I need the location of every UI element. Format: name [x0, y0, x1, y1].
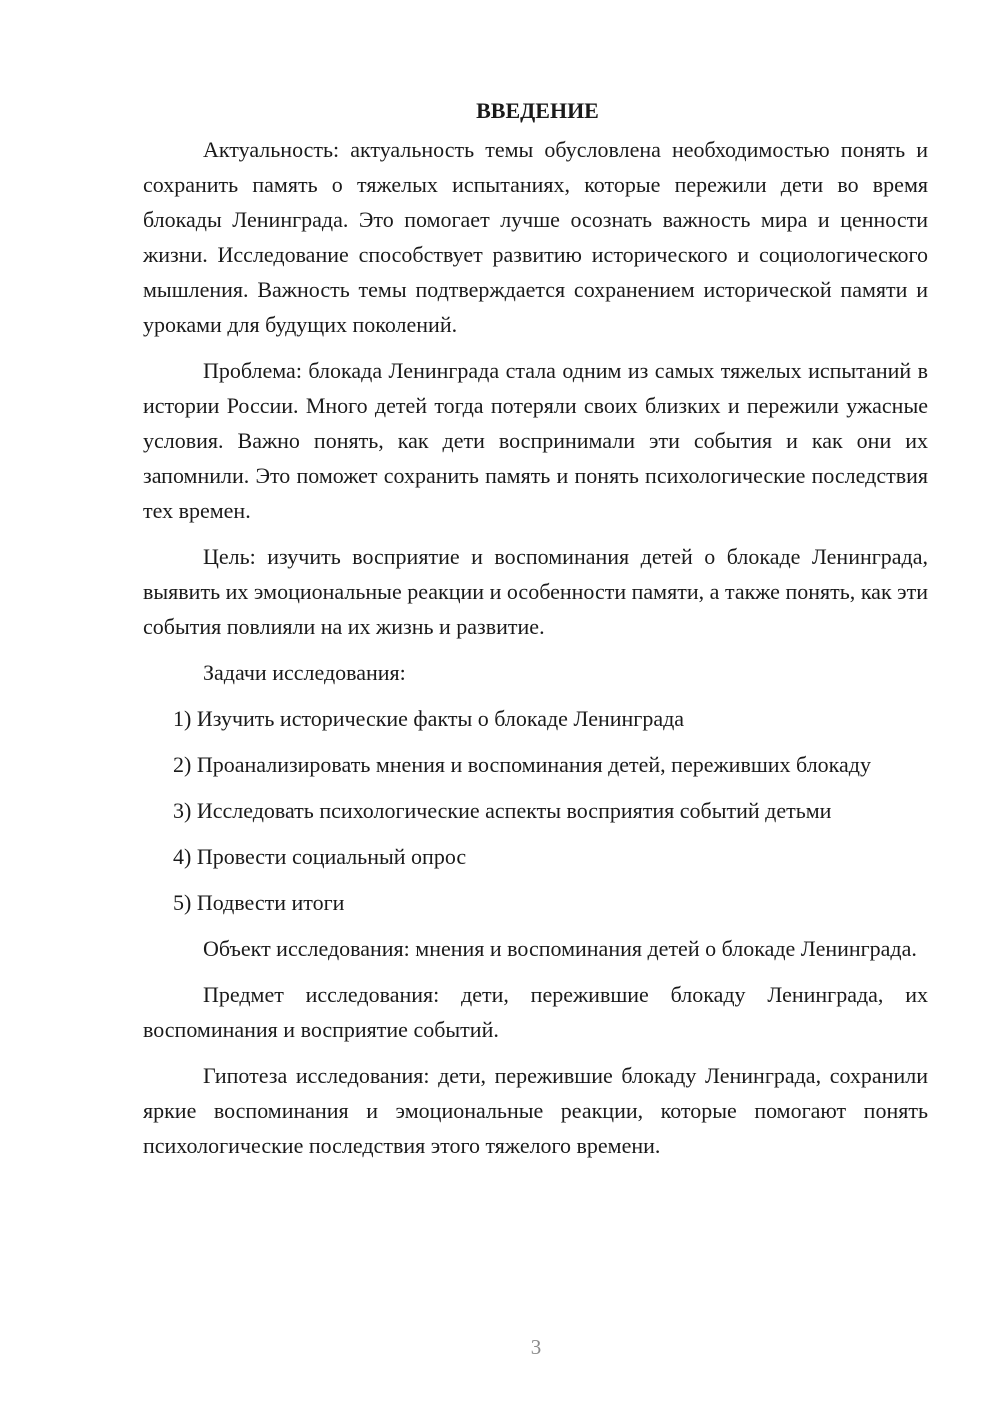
page-title: ВВЕДЕНИЕ — [476, 98, 599, 123]
subject-paragraph: Предмет исследования: дети, пережившие блокаду Ленинграда, их воспоминания и восприятие событий. — [143, 982, 928, 1042]
task-item-4: 4) Провести социальный опрос — [173, 844, 467, 869]
task-item-2: 2) Проанализировать мнения и воспоминания детей, переживших блокаду — [173, 752, 871, 777]
tasks-heading: Задачи исследования: — [203, 660, 406, 685]
relevance-paragraph: Актуальность: актуальность темы обусловлена необходимостью понять и сохранить память о тяжелых испытаниях, которые пережили дети во время блокады Ленинграда. Это помогает лучше осознать важность мира и ценности жизни. Исследование способствует развитию исторического и социологического мышления. Важность темы подтверждается сохранением исторической памяти и уроками для будущих поколений. — [143, 137, 928, 337]
task-item-1: 1) Изучить исторические факты о блокаде Ленинграда — [173, 706, 685, 731]
object-paragraph: Объект исследования: мнения и воспоминания детей о блокаде Ленинграда. — [203, 936, 917, 961]
page-number: 3 — [530, 1335, 542, 1359]
hypothesis-paragraph: Гипотеза исследования: дети, пережившие блокаду Ленинграда, сохранили яркие воспоминания и эмоциональные реакции, которые помогают понять психологические последствия этого тяжелого времени. — [143, 1063, 928, 1158]
goal-paragraph: Цель: изучить восприятие и воспоминания детей о блокаде Ленинграда, выявить их эмоциональные реакции и особенности памяти, а также понять, как эти события повлияли на их жизнь и развитие. — [143, 544, 928, 639]
task-item-3: 3) Исследовать психологические аспекты восприятия событий детьми — [173, 798, 832, 823]
task-item-5: 5) Подвести итоги — [173, 890, 345, 915]
page-content — [143, 93, 928, 1174]
problem-paragraph: Проблема: блокада Ленинграда стала одним из самых тяжелых испытаний в истории России. Много детей тогда потеряли своих близких и пережили ужасные условия. Важно понять, как дети воспринимали эти события и как они их запомнили. Это поможет сохранить память и понять психологические последствия тех времен. — [143, 358, 928, 523]
